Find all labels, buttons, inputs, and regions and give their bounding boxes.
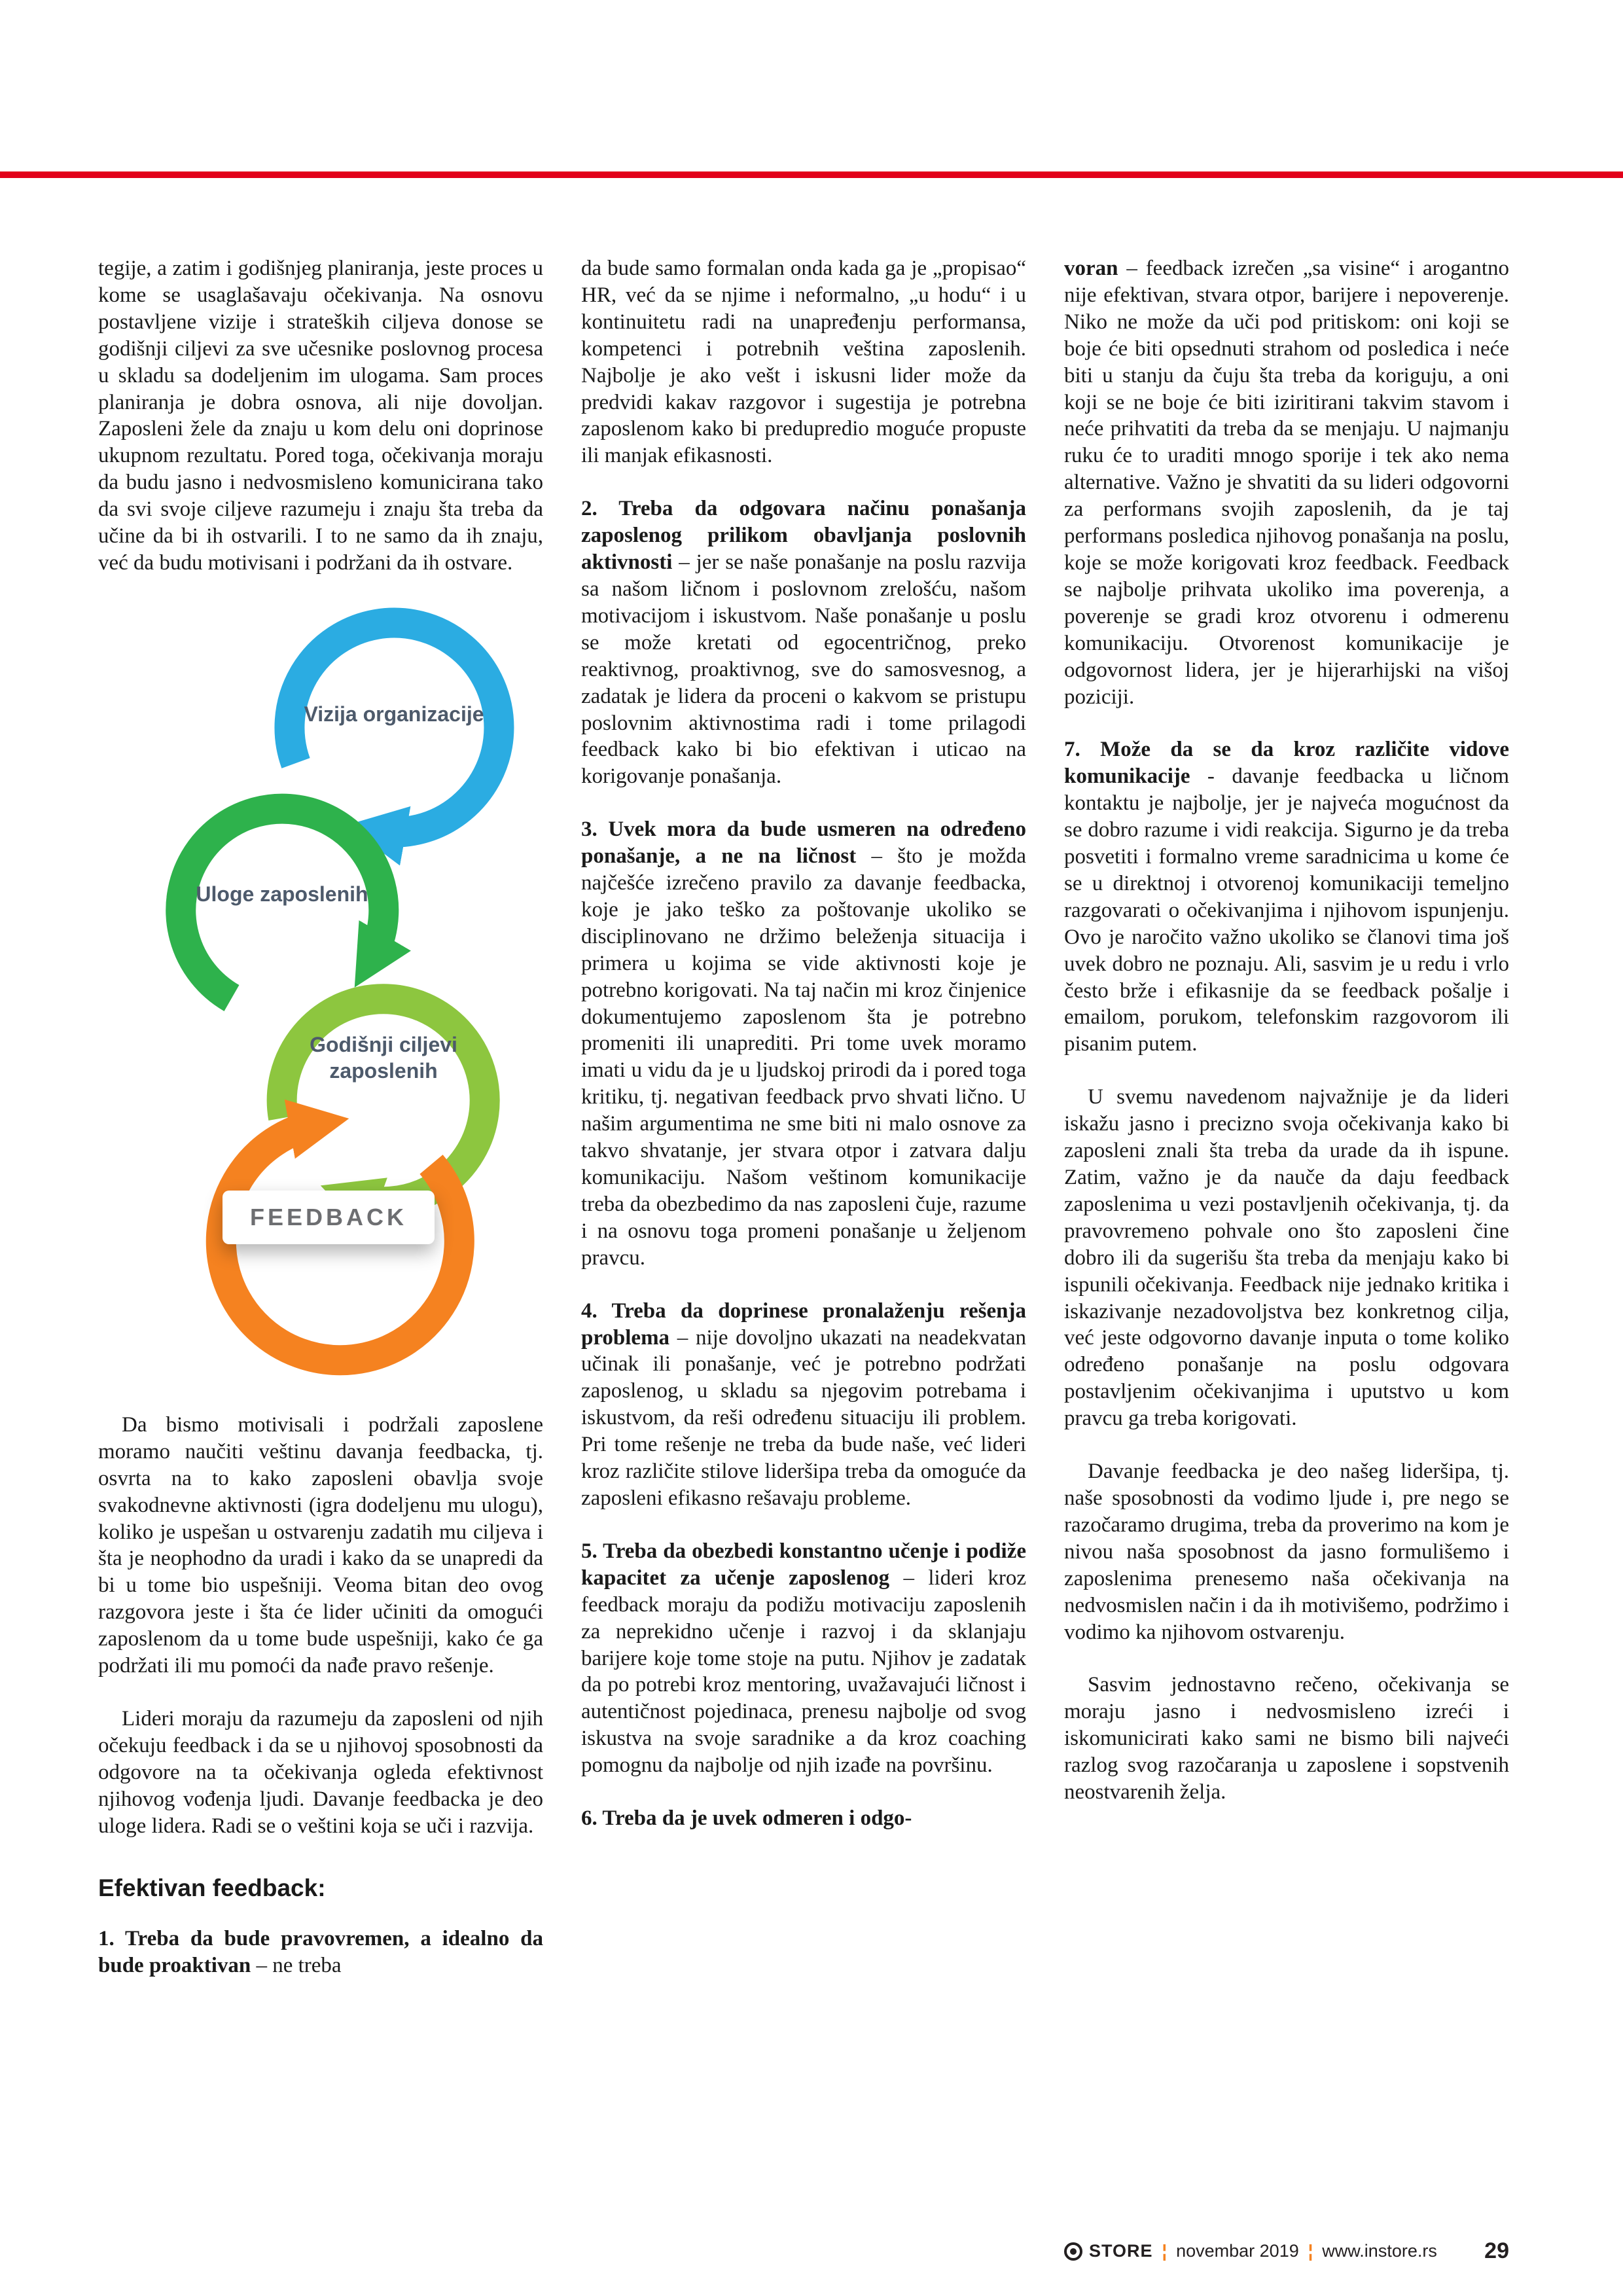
item-lead: 4. Treba da doprinese pronalaženju rešenja problema	[581, 1299, 1026, 1350]
item-text: – nije dovoljno ukazati na neadekvatan učinak ili ponašanje, već je potrebno podržati zaposlenog, u skladu sa njegovim potrebama i iskustvom, da reši određenu situaciju ili problem. Pri tome rešenje ne treba da bude naše, već lideri kroz različite stilove lideršipa treba da omoguće da zaposleni efikasno rešavaju probleme.	[581, 1325, 1026, 1510]
website-link[interactable]: www.instore.rs	[1322, 2241, 1437, 2261]
numbered-item-7	[1064, 736, 1509, 1058]
column-3	[1064, 255, 1509, 1832]
item-lead: 7. Može da se da kroz različite vidove komunikacije	[1064, 738, 1509, 789]
diagram-label-goals: Godišnji ciljevi zaposlenih	[310, 1032, 457, 1083]
item-text: – jer se naše ponašanje na poslu razvija sa našom ličnom i poslovnom zrelošću, našom motivacijom i iskustvom. Naše ponašanje u poslu se može kretati od egocentričnog, preko reaktivnog, proaktivnog, sve do samosvesnog, a zadatak je lidera da proceni o kakvom se pristupu poslovnim aktivnostima radi i tome prilagodi feedback kako bi bio efektivan i uticao na korigovanje ponašanja.	[581, 550, 1026, 789]
body-paragraph	[98, 1706, 543, 1840]
diagram-label-roles: Uloge zaposlenih	[196, 882, 368, 906]
section-heading: Efektivan feedback:	[98, 1874, 326, 1902]
item-lead: voran	[1064, 257, 1118, 280]
item-lead: 5. Treba da obezbedi konstantno učenje i podiže kapacitet za učenje zaposlenog	[581, 1539, 1026, 1590]
item-text: – što je možda najčešće izrečeno pravilo za davanje feedbacka, koje je jako teško za poštovanje ukoliko se disciplinovano ne držimo beleženja situacija i primera u kojima se vide aktivnosti koje je potrebno korigovati. Na taj način mi kroz činjenice dokumentujemo zaposlenom šta je potrebno promeniti ili unaprediti. Pri tome uvek moramo imati u vidu da je u ljudskoj prirodi da i pored toga kritiku, tj. negativan feedback prvo shvati lično. U našim argumentima ne sme biti ni malo osnove za takvo shvatanje, jer stvara otpor i zatvara dalju komunikaciju. Našom veštinom komunikacije treba da obezbedimo da nas zaposleni čuje, razume i na osnovu toga promeni ponašanje u željenom pravcu.	[581, 844, 1026, 1270]
body-paragraph	[1064, 1084, 1509, 1432]
numbered-item-6	[581, 1805, 1026, 1832]
body-paragraph	[98, 1412, 543, 1679]
feedback-cycle-diagram	[98, 603, 543, 1388]
paragraph-text: tegije, a zatim i godišnjeg planiranja, jeste proces u kome se usaglašavaju očekivanja. Na osnovu postavljene vizije i strateških ciljeva donose se godišnji ciljevi za sve učesnike poslovnog procesa u skladu sa dodeljenim im ulogama. Sam proces planiranja je dobra osnova, ali nije dovoljan. Zaposleni žele da znaju u kom delu oni doprinose ukupnom rezultatu. Pored toga, očekivanja moraju da budu jasno i nedvosmisleno komunicirana tako da svi svoje ciljeve razumeju i znaju šta treba da učine da bi ih ostvarili. I to ne samo da ih znaju, već da budu motivisani i podržani da ih ostvare.	[98, 257, 543, 575]
numbered-item-4	[581, 1298, 1026, 1512]
item-lead: 1. Treba da bude pravovremen, a idealno da bude proaktivan	[98, 1927, 543, 1978]
item-text: - davanje feedbacka u ličnom kontaktu je najbolje, jer je najveća mogućnost da se dobro razume i vidi reakcija. Sigurno je da treba posvetiti i formalno vreme saradnicima u kome će se u direktnoj i otvorenoj komunikaciji temeljno razgovarati o očekivanjima i njihovom ispunjenju. Ovo je naročito važno ukoliko se članovi tima još uvek dobro ne poznaju. Ali, sasvim je u redu i vrlo često brže i efikasnije da se feedback pošalje i emailom, porukom, telefonskim razgovorom ili pisanim putem.	[1064, 764, 1509, 1056]
paragraph-text: Davanje feedbacka je deo našeg lideršipa, tj. naše sposobnosti da vodimo ljude i, pre nego se razočaramo drugima, treba da proverimo na kom je nivou naša sposobnost da jasno formulišemo i zaposlenima prenesemo naša očekivanja na nedvosmislen način i da ih motivišemo, podržimo i vodimo ka njihovom ostvarenju.	[1064, 1460, 1509, 1644]
item-lead: 2. Treba da odgovara načinu ponašanja zaposlenog prilikom obavljanja poslovnih aktivnosti	[581, 497, 1026, 575]
body-paragraph	[1064, 1458, 1509, 1645]
item-text: – lideri kroz feedback moraju da podižu motivaciju zaposlenih za neprekidno učenje i razvoj i da sklanjaju barijere koje tome stoje na putu. Njihov je zadatak da po potrebi kroz mentoring, uvažavajući ličnost i autentičnost pojedinaca, prenesu najbolje od svog iskustva na svoje saradnike a da kroz coaching pomognu da najbolje od njih izađe na površinu.	[581, 1566, 1026, 1778]
item-text: – feedback izrečen „sa visine“ i arogantno nije efektivan, stvara otpor, barijere i nepoverenje. Niko ne može da uči pod pritiskom: oni koji se boje će biti opsednuti strahom od posledica i neće biti u stanju da čuju šta treba da koriguju, a oni koji se ne boje će biti iziritirani takvim stavom i neće prihvatiti da treba da se menjaju. U najmanju ruku će to uraditi mnogo sporije i tek ako nema alternative. Važno je shvatiti da su lideri odgovorni za performans svojih zaposlenih, da je taj performans posledica njihovog ponašanja na poslu, koje se može korigovati kroz feedback. Feedback se najbolje prihvata ukoliko ima poverenja, a poverenje se gradi kroz otvorenu i odmerenu komunikaciju. Otvorenost komunikacije je odgovornost lidera, jer je hijerarhijski na višoj poziciji.	[1064, 257, 1509, 709]
body-paragraph	[98, 255, 543, 577]
magazine-logo: STORE	[1089, 2241, 1153, 2261]
numbered-item-5	[581, 1538, 1026, 1779]
numbered-item-1	[98, 1926, 543, 1979]
paragraph-text: Da bismo motivisali i podržali zaposlene moramo naučiti veštinu davanja feedbacka, tj. osvrta na to kako zaposleni obavlja svoje svakodnevne aktivnosti (igra dodeljenu mu ulogu), koliko je uspešan u ostvarenju zadatih mu ciljeva i šta je neophodno da uradi i kako da se unapredi da bi u tome bio uspešniji. Veoma bitan deo ovog razgovora jeste i šta će lider učiniti da omogući zaposlenom da u tome bude uspešniji, kako će ga podržati ili mu pomoći da nađe pravo rešenje.	[98, 1412, 543, 1678]
item-lead: 6. Treba da je uvek odmeren i odgo-	[581, 1806, 912, 1831]
column-2	[581, 255, 1026, 1858]
issue-date: novembar 2019	[1176, 2241, 1299, 2261]
page-number: 29	[1484, 2238, 1509, 2263]
instore-logo-icon	[1064, 2242, 1082, 2261]
body-paragraph	[1064, 1672, 1509, 1806]
item-text: – ne treba	[251, 1954, 342, 1978]
top-red-rule	[0, 171, 1623, 178]
numbered-item-3	[581, 816, 1026, 1271]
paragraph-text: Sasvim jednostavno rečeno, očekivanja se moraju jasno i nedvosmisleno izreći i iskomunicirati kako sami ne bismo bili najveći razlog svog razočaranja u zaposlene i sopstvenih neostvarenih želja.	[1064, 1673, 1509, 1804]
paragraph-text: da bude samo formalan onda kada ga je „propisao“ HR, već da se njime i neformalno, „u hodu“ i u kontinuitetu radi na unapređenju performansa, kompetenci i potrebnih veština zaposlenih. Najbolje je ako vešt i iskusni lider može da predvidi kakav razgovor i sugestija je potrebna zaposlenom kako bi predupredio moguće propuste ili manjak efikasnosti.	[581, 257, 1026, 468]
body-paragraph	[581, 255, 1026, 469]
page-footer	[1064, 2238, 1509, 2264]
paragraph-text: U svemu navedenom najvažnije je da lideri iskažu jasno i precizno svoja očekivanja kako bi zaposleni znali šta treba da urade da ih ispune. Zatim, važno je da nauče da daju feedback zaposlenima u vezi postavljenih očekivanja, tj. da pravovremeno pohvale ono što zaposleni čine dobro ili da sugerišu šta treba da menjaju kako bi ispunili očekivanja. Feedback nije jednako kritika i iskazivanje nezadovoljstva bez konkretnog cilja, već jeste odgovorno davanje inputa o tome koliko određeno ponašanje na poslu odgovara postavljenim očekivanjima i uputstvo u kom pravcu ga treba korigovati.	[1064, 1085, 1509, 1431]
item-lead: 3. Uvek mora da bude usmeren na određeno ponašanje, a ne na ličnost	[581, 817, 1026, 869]
numbered-item-2	[581, 495, 1026, 790]
column-1	[98, 255, 543, 2005]
diagram-label-vision: Vizija organizacije	[304, 702, 484, 726]
feedback-label-box: FEEDBACK	[223, 1191, 435, 1244]
footer-separator: ¦	[1308, 2241, 1313, 2261]
numbered-item-6-continued	[1064, 255, 1509, 710]
paragraph-text: Lideri moraju da razumeju da zaposleni od njih očekuju feedback i da se u njihovoj sposobnosti da odgovore na ta očekivanja ogleda efektivnost njihovog vođenja ljudi. Davanje feedbacka je deo uloge lidera. Radi se o veštini koja se uči i razvija.	[98, 1706, 543, 1838]
footer-separator: ¦	[1162, 2241, 1168, 2261]
